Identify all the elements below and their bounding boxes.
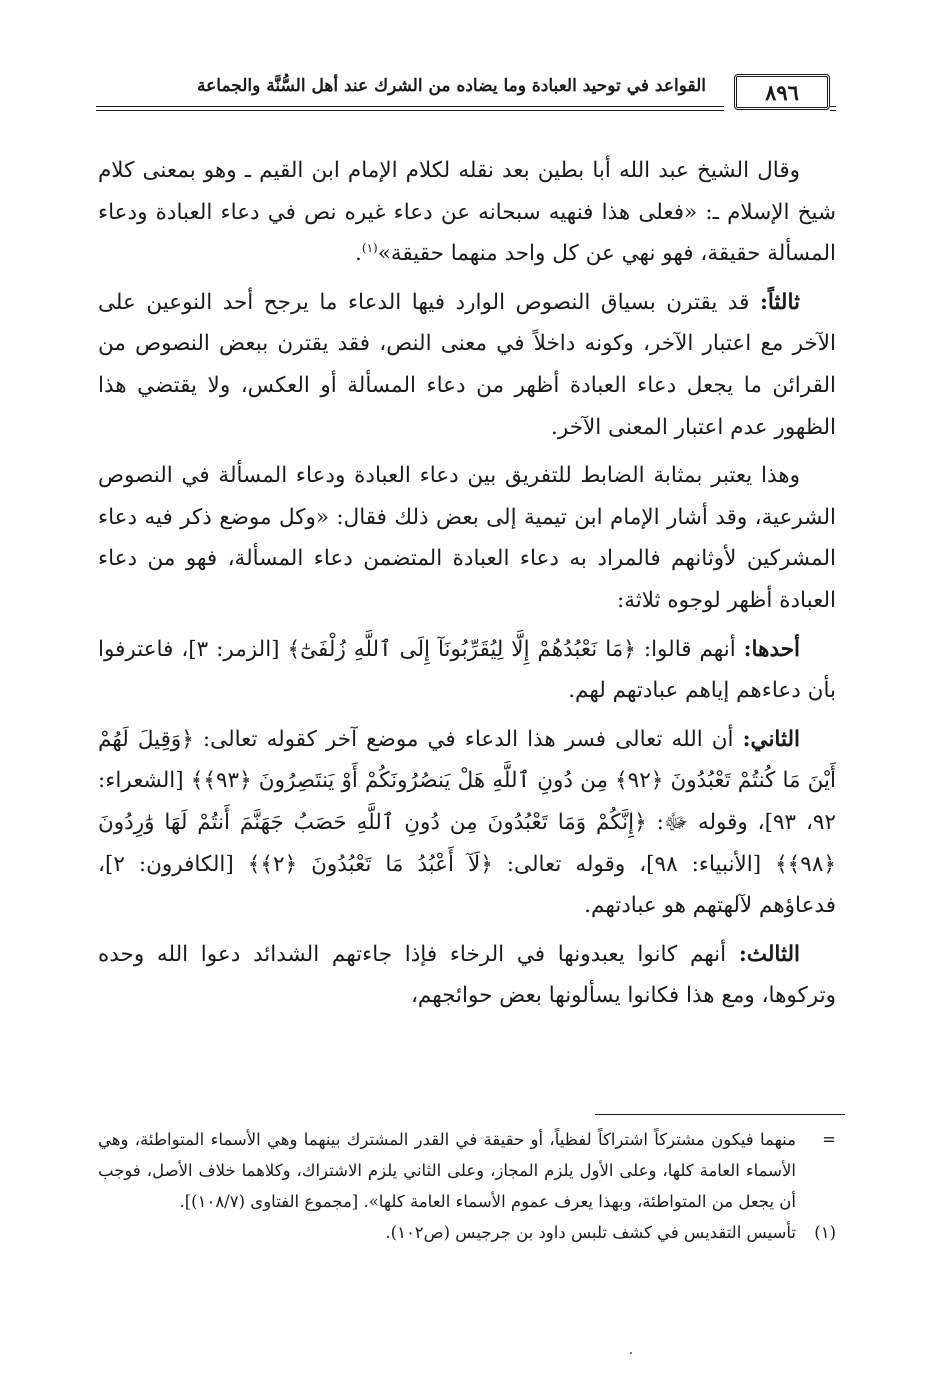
paragraph-4-lead: أحدها:: [743, 636, 800, 662]
quran-verse-kafirun: ﴿لَآ أَعْبُدُ مَا تَعْبُدُونَ ﴿٢﴾﴾: [247, 851, 493, 877]
footnotes: [98, 1124, 836, 1248]
footnote-1-text: تأسيس التقديس في كشف تلبس داود بن جرجيس (ص١٠٢).: [385, 1223, 796, 1242]
paragraph-2-text: قد يقترن بسياق النصوص الوارد فيها الدعاء ما يرجح أحد النوعين على الآخر مع اعتبار الآخر، وكونه داخلاً في معنى النص، فقد يقترن ببعض النصوص من القرائن ما يجعل دعاء العبادة أظهر من دعاء المسألة أو العكس، ولا يقتضي هذا الظهور عدم اعتبار المعنى الآخر.: [98, 289, 836, 440]
header-rule-right: [830, 106, 836, 107]
footnote-continued-text: منهما فيكون مشتركاً اشتراكاً لفظياً، أو حقيقة في القدر المشترك بينهما وهي الأسماء المتواطئة، وهي الأسماء العامة كلها، وعلى الأول يلزم المجاز، وعلى الثاني يلزم الاشتراك، وكلاهما خلاف الأصل، فوجب أن يجعل من المتواطئة، وبهذا يعرف عموم الأسماء العامة كلها». [مجموع الفتاوى (١٠٨/٧)].: [98, 1130, 796, 1211]
page-header: [96, 74, 836, 126]
footnote-separator: [595, 1114, 845, 1115]
paragraph-1-text: وقال الشيخ عبد الله أبا بطين بعد نقله لكلام الإمام ابن القيم ـ وهو بمعنى كلام شيخ الإسلام ـ: «فعلى هذا فنهيه سبحانه عن دعاء غيره نص في دعاء العبادة ودعاء المسألة حقيقة، فهو نهي عن كل واحد منهما حقيقة»: [98, 158, 836, 267]
quran-verse-shuara: ﴿وَقِيلَ لَهُمْ أَيْنَ مَا كُنتُمْ تَعْبُدُونَ ﴿٩٢﴾ مِن دُونِ ٱللَّهِ هَلْ يَنصُرُونَكُمْ أَوْ يَنتَصِرُونَ ﴿٩٣﴾﴾: [98, 726, 836, 794]
header-rule: [96, 106, 724, 107]
quran-verse-zumar: ﴿مَا نَعْبُدُهُمْ إِلَّا لِيُقَرِّبُونَآ إِلَى ٱللَّهِ زُلْفَىٰٓ﴾: [287, 636, 636, 662]
paragraph-6-text: أنهم كانوا يعبدونها في الرخاء فإذا جاءتهم الشدائد دعوا الله وحده وتركوها، ومع هذا فكانوا يسألونها بعض حوائجهم،: [98, 941, 836, 1009]
paragraph-5-lead: الثاني:: [742, 726, 800, 752]
footnote-1: [98, 1217, 836, 1248]
page-number: ٨٩٦: [734, 74, 830, 110]
footnote-continued: [98, 1124, 836, 1217]
paragraph-4: [98, 629, 836, 712]
footnote-ref-1: (١): [361, 241, 378, 256]
header-rule-double: [96, 110, 724, 111]
paragraph-4-b: [الزمر: ٣]، فاعترفوا بأن دعاءهم إياهم عبادتهم لهم.: [98, 636, 836, 704]
running-title: القواعد في توحيد العبادة وما يضاده من الشرك عند أهل السُّنَّة والجماعة: [197, 76, 706, 96]
paragraph-1-end: .: [355, 241, 362, 267]
paragraph-5-a: أن الله تعالى فسر هذا الدعاء في موضع آخر كقوله تعالى:: [193, 726, 743, 752]
scan-speck: [630, 1352, 632, 1354]
paragraph-2-lead: ثالثاً:: [759, 289, 800, 315]
paragraph-5-d: [الكافرون: ٢]، فدعاؤهم لآلهتهم هو عبادتهم.: [98, 851, 836, 919]
main-text: [98, 150, 836, 1024]
paragraph-5: [98, 719, 836, 927]
quran-verse-anbiya: ﴿إِنَّكُمْ وَمَا تَعْبُدُونَ مِن دُونِ ٱللَّهِ حَصَبُ جَهَنَّمَ أَنتُمْ لَهَا وَٰرِدُونَ ﴿٩٨﴾﴾: [98, 809, 836, 877]
paragraph-3: [98, 455, 836, 621]
paragraph-4-a: أنهم قالوا:: [635, 636, 744, 662]
paragraph-5-c: [الأنبياء: ٩٨]، وقوله تعالى:: [492, 851, 776, 877]
paragraph-1: [98, 150, 836, 275]
paragraph-6: [98, 934, 836, 1017]
paragraph-2: [98, 282, 836, 448]
footnote-1-mark: (١): [814, 1223, 836, 1242]
paragraph-6-lead: الثالث:: [738, 941, 800, 967]
paragraph-3-text: وهذا يعتبر بمثابة الضابط للتفريق بين دعاء العبادة ودعاء المسألة في النصوص الشرعية، وقد أشار الإمام ابن تيمية إلى بعض ذلك فقال: «وكل موضع ذكر فيه دعاء المشركين لأوثانهم فالمراد به دعاء العبادة المتضمن دعاء المسألة، فهو من دعاء العبادة أظهر لوجوه ثلاثة:: [98, 463, 836, 613]
footnote-continued-mark: =: [822, 1130, 836, 1149]
paragraph-5-b: [الشعراء: ٩٢، ٩٣]، وقوله ﷻ:: [98, 768, 836, 835]
header-rule-right-double: [830, 110, 836, 111]
